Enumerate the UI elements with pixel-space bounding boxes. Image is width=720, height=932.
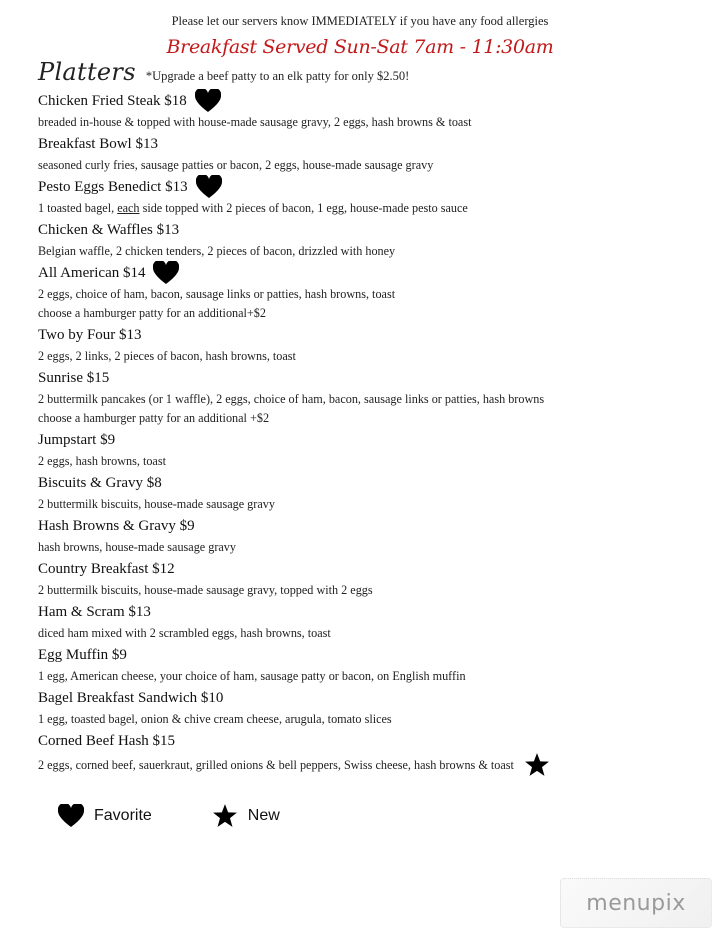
item-description: 2 buttermilk pancakes (or 1 waffle), 2 eggs, choice of ham, bacon, sausage links or patties, hash browns bbox=[38, 392, 545, 406]
menu-item bbox=[38, 175, 698, 218]
item-description: 2 eggs, corned beef, sauerkraut, grilled onions & bell peppers, Swiss cheese, hash browns & toast bbox=[38, 757, 514, 772]
item-name: Jumpstart $9 bbox=[38, 431, 116, 448]
item-description-part: side topped with 2 pieces of bacon, 1 egg, house-made pesto sauce bbox=[139, 201, 468, 215]
item-name: Corned Beef Hash $15 bbox=[38, 732, 176, 749]
item-name: Chicken Fried Steak $18 bbox=[38, 92, 187, 109]
item-description: 2 buttermilk biscuits, house-made sausage gravy bbox=[38, 497, 275, 511]
legend-new-label: New bbox=[247, 807, 280, 824]
item-name: All American $14 bbox=[38, 264, 146, 281]
item-name: Bagel Breakfast Sandwich $10 bbox=[38, 689, 224, 706]
menu-item bbox=[38, 323, 698, 366]
item-description: hash browns, house-made sausage gravy bbox=[38, 540, 236, 554]
menu-item bbox=[38, 514, 698, 557]
item-description: 2 eggs, choice of ham, bacon, sausage links or patties, hash browns, toast bbox=[38, 287, 396, 301]
item-name: Egg Muffin $9 bbox=[38, 646, 127, 663]
menu-item bbox=[38, 428, 698, 471]
item-description: 1 egg, American cheese, your choice of ham, sausage patty or bacon, on English muffin bbox=[38, 669, 466, 683]
item-description: 1 egg, toasted bagel, onion & chive cream cheese, arugula, tomato slices bbox=[38, 712, 392, 726]
star-icon bbox=[524, 752, 550, 778]
menu-item bbox=[38, 600, 698, 643]
legend-favorite-label: Favorite bbox=[94, 807, 152, 824]
menu-item bbox=[38, 686, 698, 729]
legend-favorite bbox=[58, 804, 152, 828]
legend-new bbox=[212, 803, 280, 829]
menu-item bbox=[38, 643, 698, 686]
item-name: Two by Four $13 bbox=[38, 326, 142, 343]
heart-icon bbox=[58, 804, 84, 828]
item-name: Ham & Scram $13 bbox=[38, 603, 151, 620]
item-description-extra: choose a hamburger patty for an additional +$2 bbox=[38, 411, 270, 425]
allergy-notice: Please let our servers know IMMEDIATELY if you have any food allergies bbox=[171, 14, 549, 28]
item-name: Biscuits & Gravy $8 bbox=[38, 474, 162, 491]
menu-item bbox=[38, 729, 698, 772]
item-name: Pesto Eggs Benedict $13 bbox=[38, 178, 188, 195]
served-hours: Breakfast Served Sun-Sat 7am - 11:30am bbox=[166, 36, 554, 58]
item-description: breaded in-house & topped with house-made sausage gravy, 2 eggs, hash browns & toast bbox=[38, 115, 472, 129]
item-description-extra: choose a hamburger patty for an additional+$2 bbox=[38, 306, 266, 320]
item-description-underlined: each bbox=[117, 201, 140, 215]
section-note: *Upgrade a beef patty to an elk patty for only $2.50! bbox=[145, 69, 410, 83]
menu-item bbox=[38, 132, 698, 175]
item-description: Belgian waffle, 2 chicken tenders, 2 pieces of bacon, drizzled with honey bbox=[38, 244, 396, 258]
menu-item bbox=[38, 89, 698, 132]
menu-item bbox=[38, 218, 698, 261]
menu-list bbox=[38, 89, 698, 772]
menupix-watermark: menupix bbox=[560, 878, 712, 928]
menu-item bbox=[38, 471, 698, 514]
item-name: Chicken & Waffles $13 bbox=[38, 221, 180, 238]
heart-icon bbox=[153, 261, 179, 285]
menu-item bbox=[38, 366, 698, 428]
star-icon bbox=[212, 803, 238, 829]
legend bbox=[58, 803, 280, 829]
item-description: 2 eggs, 2 links, 2 pieces of bacon, hash browns, toast bbox=[38, 349, 296, 363]
heart-icon bbox=[196, 175, 222, 199]
menu-item bbox=[38, 557, 698, 600]
item-description bbox=[38, 199, 698, 218]
section-header bbox=[38, 58, 409, 84]
item-description: seasoned curly fries, sausage patties or bacon, 2 eggs, house-made sausage gravy bbox=[38, 158, 434, 172]
item-name: Breakfast Bowl $13 bbox=[38, 135, 158, 152]
item-description-part: 1 toasted bagel, bbox=[38, 201, 118, 215]
item-description: 2 buttermilk biscuits, house-made sausage gravy, topped with 2 eggs bbox=[38, 583, 373, 597]
item-description: 2 eggs, hash browns, toast bbox=[38, 454, 166, 468]
menu-item bbox=[38, 261, 698, 323]
item-description-row bbox=[38, 753, 698, 777]
item-name: Country Breakfast $12 bbox=[38, 560, 175, 577]
heart-icon bbox=[195, 89, 221, 113]
item-name: Hash Browns & Gravy $9 bbox=[38, 517, 195, 534]
section-title: Platters bbox=[38, 58, 136, 86]
item-name: Sunrise $15 bbox=[38, 369, 110, 386]
item-description: diced ham mixed with 2 scrambled eggs, hash browns, toast bbox=[38, 626, 331, 640]
